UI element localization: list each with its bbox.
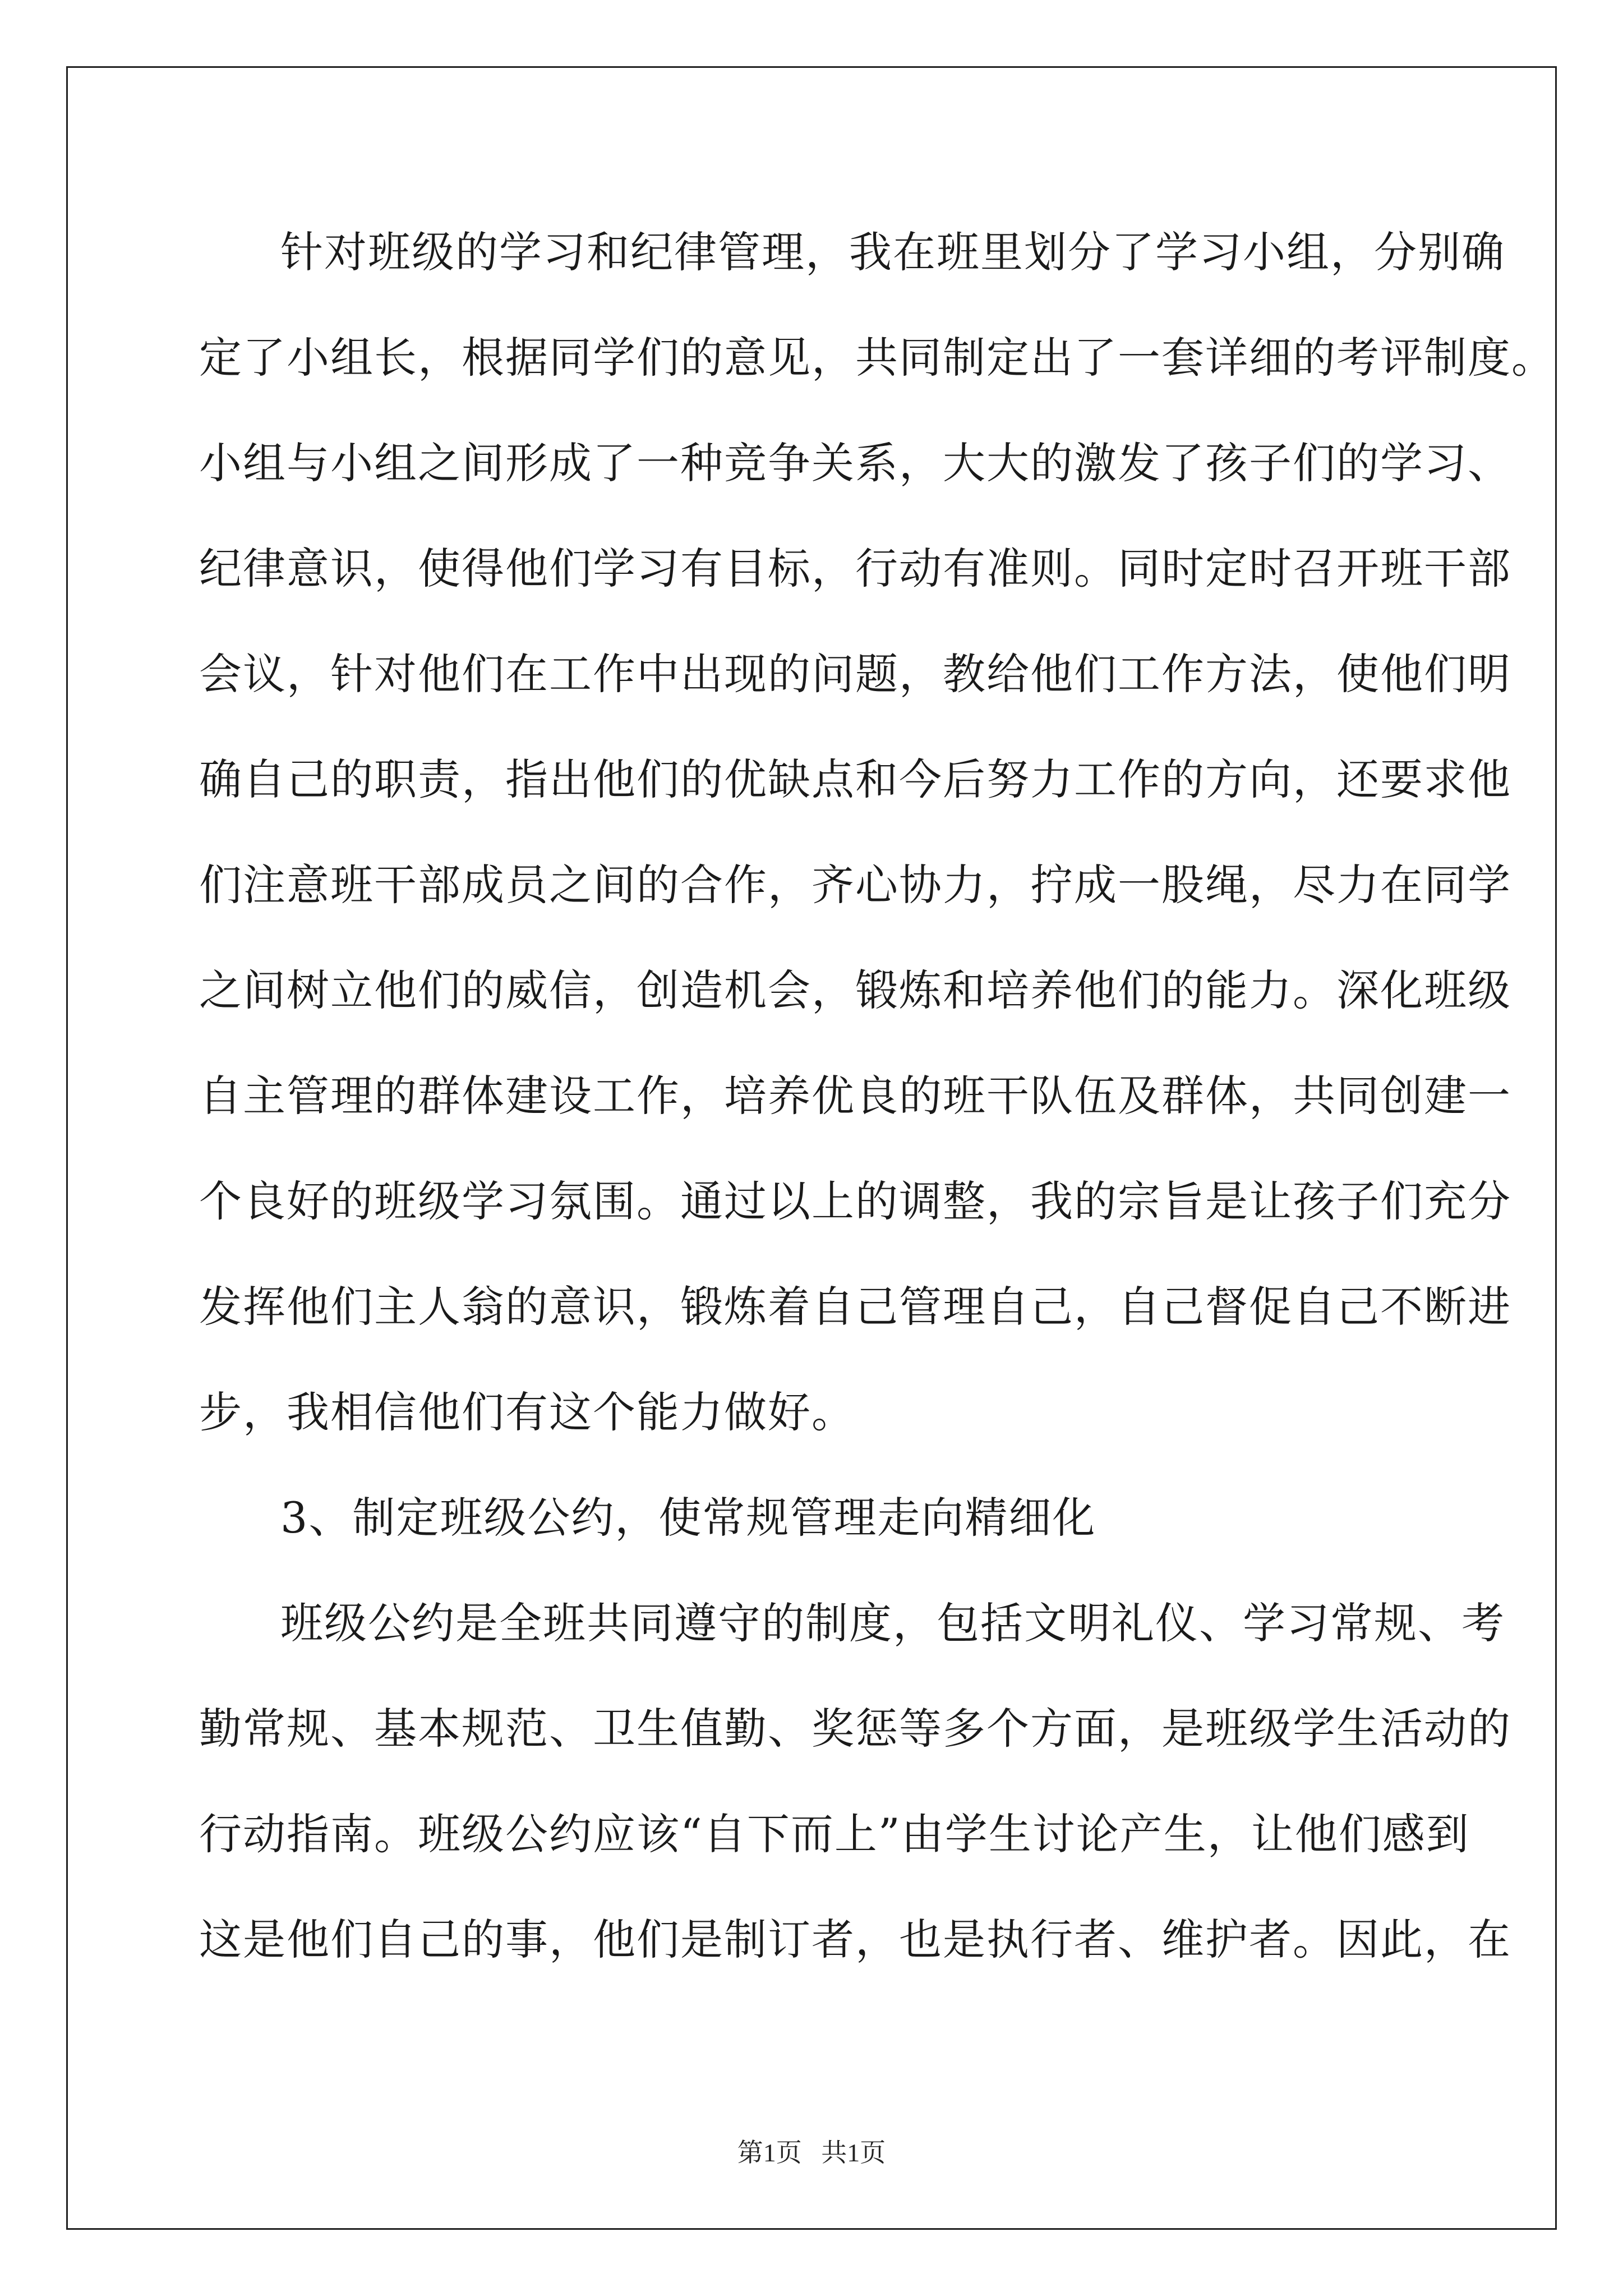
section-heading: 3、制定班级公约，使常规管理走向精细化 [280,1493,1096,1543]
paragraph-1-line-3: 小组与小组之间形成了一种竞争关系，大大的激发了孩子们的学习、 [199,438,1511,488]
paragraph-1-line-9: 自主管理的群体建设工作，培养优良的班干队伍及群体，共同创建一 [199,1071,1511,1121]
paragraph-1-line-12: 步，我相信他们有这个能力做好。 [199,1387,855,1437]
page-footer [0,2136,1623,2170]
paragraph-1-line-10: 个良好的班级学习氛围。通过以上的调整，我的宗旨是让孩子们充分 [199,1176,1511,1226]
paragraph-1-line-8: 之间树立他们的威信，创造机会，锻炼和培养他们的能力。深化班级 [199,965,1511,1015]
paragraph-2-line-4: 这是他们自己的事，他们是制订者，也是执行者、维护者。因此，在 [199,1915,1511,1964]
page-number-label: 第1页 共1页 [737,2138,886,2167]
page-border [66,66,1557,2230]
paragraph-1-line-11: 发挥他们主人翁的意识，锻炼着自己管理自己，自己督促自己不断进 [199,1282,1511,1332]
paragraph-2-line-2: 勤常规、基本规范、卫生值勤、奖惩等多个方面，是班级学生活动的 [199,1704,1511,1754]
paragraph-2-line-3: 行动指南。班级公约应该“自下而上”由学生讨论产生，让他们感到 [199,1809,1470,1859]
paragraph-2-line-1: 班级公约是全班共同遵守的制度，包括文明礼仪、学习常规、考 [280,1598,1505,1648]
paragraph-1-line-5: 会议，针对他们在工作中出现的问题，教给他们工作方法，使他们明 [199,649,1511,699]
paragraph-1-line-6: 确自己的职责，指出他们的优缺点和今后努力工作的方向，还要求他 [199,754,1511,804]
paragraph-1-line-7: 们注意班干部成员之间的合作，齐心协力，拧成一股绳，尽力在同学 [199,860,1511,910]
paragraph-1-line-1: 针对班级的学习和纪律管理，我在班里划分了学习小组，分别确 [280,227,1505,277]
paragraph-1-line-2: 定了小组长，根据同学们的意见，共同制定出了一套详细的考评制度。 [199,333,1555,383]
paragraph-1-line-4: 纪律意识，使得他们学习有目标，行动有准则。同时定时召开班干部 [199,544,1511,593]
